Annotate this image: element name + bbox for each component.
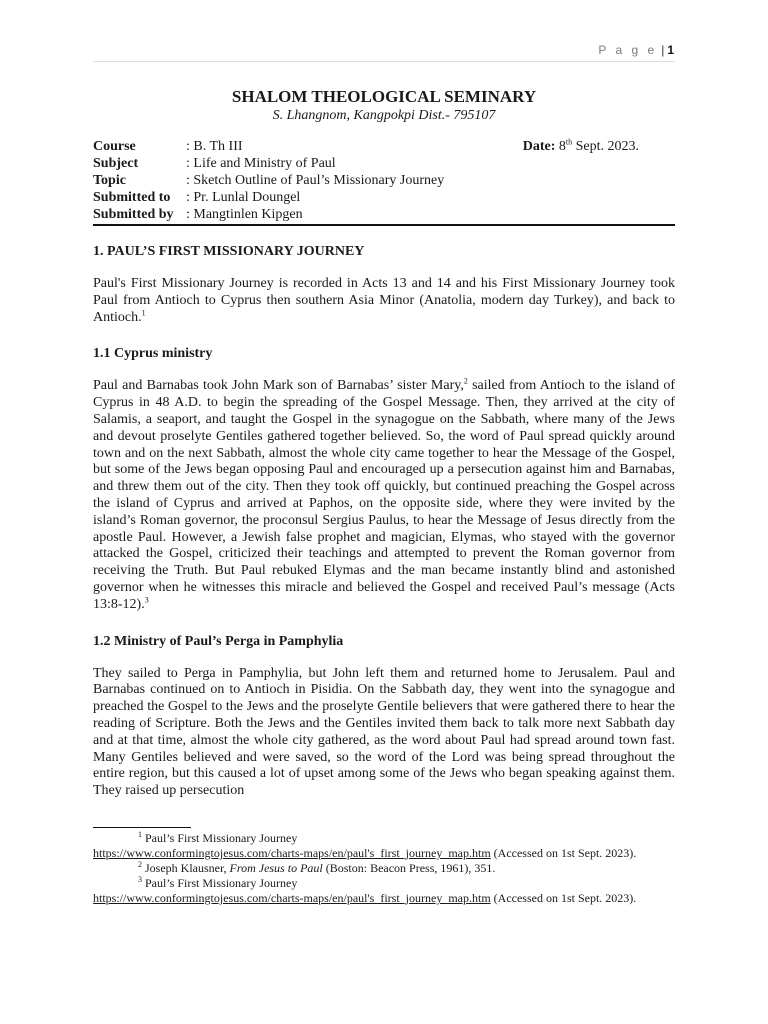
submission-date [523, 138, 639, 155]
page-separator: | [661, 43, 665, 57]
footnote-post: (Boston: Beacon Press, 1961), 351. [322, 861, 496, 875]
footnote-divider [93, 827, 191, 828]
info-row-topic [93, 172, 675, 189]
footnote-1 [93, 831, 675, 846]
header-divider [93, 61, 675, 62]
info-block [93, 138, 675, 226]
subheading-perga-ministry: 1.2 Ministry of Paul’s Perga in Pamphylia [93, 633, 344, 649]
footnote-number: 2 [138, 860, 142, 869]
document-body [93, 86, 675, 800]
info-row-submitted-by [93, 206, 675, 223]
date-suffix: th [565, 137, 573, 147]
date-rest: Sept. 2023. [572, 139, 639, 154]
footnote-title: Paul’s First Missionary Journey [142, 831, 298, 845]
footnotes [93, 831, 675, 906]
info-row-submitted-to [93, 189, 675, 206]
info-label: Submitted to [93, 190, 171, 205]
footnote-pre: Joseph Klausner, [142, 861, 230, 875]
footnote-ref[interactable]: 3 [144, 595, 149, 605]
footnote-tail: (Accessed on 1st Sept. 2023). [490, 891, 637, 905]
footnote-tail: (Accessed on 1st Sept. 2023). [490, 846, 637, 860]
footnote-ref[interactable]: 2 [463, 376, 468, 386]
page-number: 1 [667, 43, 674, 57]
intro-text: Paul's First Missionary Journey is recorded in Acts 13 and 14 and his First Missionary Journey took Paul from Antioch to Cyprus then southern Asia Minor (Anatolia, modern day Turkey), and back to Antioch. [93, 276, 675, 325]
date-day: 8 [558, 139, 566, 154]
section-heading-first-journey: 1. PAUL’S FIRST MISSIONARY JOURNEY [93, 244, 365, 259]
footnote-1-link-line [93, 846, 675, 861]
info-label: Topic [93, 173, 126, 188]
footnote-3 [93, 876, 675, 891]
info-value: : Life and Ministry of Paul [186, 156, 336, 171]
cyprus-text-b: sailed from Antioch to the island of Cyprus in 48 A.D. to begin the spreading of the Gospel Message. Then, they arrived at the city of Salamis, a seaport, and taught the Gospel in the synagogue on the Sabbath, where many of the Jews and devout proselyte Gentiles gathered together believed. So, the word of Paul spread quickly around town and on the next Sabbath, almost the whole city came together to hear the Message of the Gospel, but some of the Jews began opposing Paul and encouraged up a persecution against him and Barnabas, and threw them out of the city. Then they took off quickly, but continued preaching the Gospel across the island of Cyprus and arrived at Paphos, on the opposite side, where they were invited by the island’s Roman governor, the proconsul Sergius Paulus, to hear the Message of Jesus directly from the apostle Paul. However, a Jewish false prophet and magician, Elymas, who stayed with the governor attacked the Gospel, criticized their teachings and attempted to prevent the Roman governor from receiving the Truth. But Paul rebuked Elymas and the man became instantly blind and astonished governor when he witnesses this miracle and believed the Gospel and received Paul’s message (Acts 13:8-12). [93, 378, 675, 612]
footnote-number: 3 [138, 875, 142, 884]
page-number-header [598, 43, 674, 57]
subheading-cyprus-ministry: 1.1 Cyprus ministry [93, 346, 213, 362]
page-label: P a g e [598, 43, 658, 57]
footnote-2 [93, 861, 675, 876]
document-title: SHALOM THEOLOGICAL SEMINARY [231, 87, 537, 106]
info-value: : B. Th III [186, 139, 243, 154]
info-label: Course [93, 139, 136, 154]
paragraph-cyprus [93, 378, 675, 613]
seminary-address: S. Lhangnom, Kangpokpi Dist.- 795107 [272, 108, 496, 123]
footnote-link[interactable]: https://www.conformingtojesus.com/charts-maps/en/paul's_first_journey_map.htm [93, 846, 491, 860]
info-label: Subject [93, 156, 139, 171]
footnote-3-link-line [93, 891, 675, 906]
footnote-number: 1 [138, 830, 142, 839]
paragraph-intro [93, 276, 675, 326]
info-value: : Mangtinlen Kipgen [186, 207, 303, 222]
paragraph-perga: They sailed to Perga in Pamphylia, but John left them and returned home to Jerusalem. Paul and Barnabas continued on to Antioch in Pisidia. On the Sabbath day, they went into the synagogue and preached the Gospel to the Jews and the proselyte Gentile believers that were gathered there to hear the reading of Scripture. Both the Jews and the Gentiles invited them back to talk more next Sabbath day and at that time, almost the whole city gathered, as the word about Paul had spread around town fast. Many Gentiles believed and were saved, so the word of the Lord was being spread throughout the entire region, but this caused a lot of upset among some of the Jews who began speaking against them. They raised up persecution [93, 665, 675, 799]
footnote-ref[interactable]: 1 [141, 307, 146, 317]
cyprus-text-a: Paul and Barnabas took John Mark son of Barnabas’ sister Mary, [93, 378, 464, 394]
info-row-subject [93, 155, 675, 172]
info-value: : Pr. Lunlal Doungel [186, 190, 301, 205]
footnote-book-title: From Jesus to Paul [229, 861, 323, 875]
footnote-link[interactable]: https://www.conformingtojesus.com/charts-maps/en/paul's_first_journey_map.htm [93, 891, 491, 905]
date-label: Date: [522, 139, 556, 154]
footnote-title: Paul’s First Missionary Journey [142, 876, 298, 890]
info-value: : Sketch Outline of Paul’s Missionary Journey [186, 173, 445, 188]
info-label: Submitted by [93, 207, 174, 222]
